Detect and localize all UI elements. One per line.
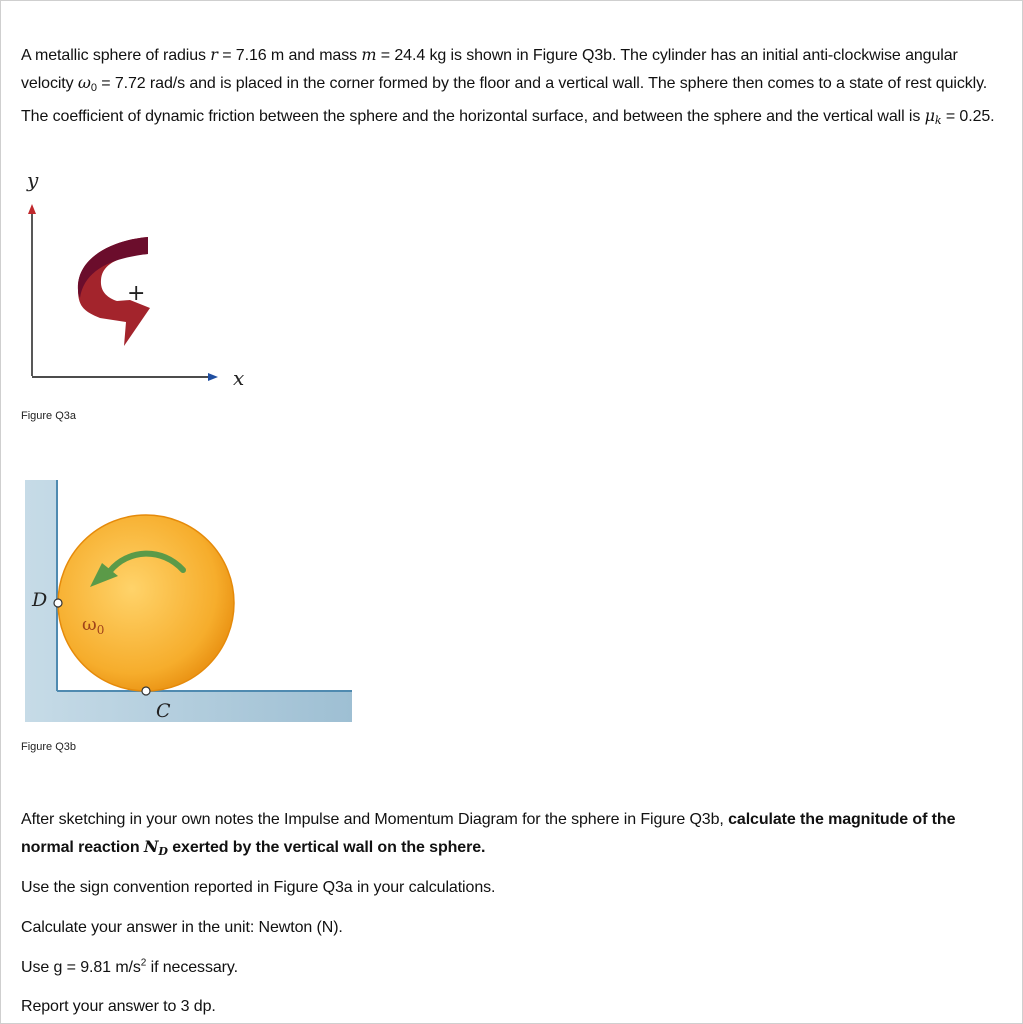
plus-sign: +	[127, 281, 146, 306]
problem-text: = 24.4 kg is shown in Figure Q3b. The cylinder has an initial anti-clockwise angular velocity	[21, 47, 958, 92]
gravity-text-end: if necessary.	[146, 959, 238, 976]
var-omega: ω	[77, 73, 91, 92]
var-normal-reaction: N	[143, 837, 159, 856]
x-axis-label: x	[233, 366, 245, 390]
y-axis-arrowhead-icon	[28, 204, 36, 214]
mu-subscript: k	[934, 114, 942, 127]
y-axis-label: y	[27, 168, 39, 192]
omega-zero-label	[82, 614, 104, 637]
contact-point-c	[142, 687, 150, 695]
sign-convention-note: Use the sign convention reported in Figure Q3a in your calculations.	[21, 879, 496, 896]
question-text: After sketching in your own notes the Impulse and Momentum Diagram for the sphere in Figure Q3b,	[21, 811, 729, 828]
question-paragraph	[21, 806, 996, 865]
normal-reaction-subscript: D	[158, 845, 168, 858]
problem-text: = 7.72 rad/s and is placed in the corner formed by the floor and a vertical wall. The sphere then comes to a state of rest quickly. The coefficient of dynamic friction between the sphere and the horizontal surface, and between the sphere and the vertical wall is	[21, 75, 988, 125]
precision-note: Report your answer to 3 dp.	[21, 998, 216, 1015]
question-bold-b: exerted by the vertical wall on the sphere.	[167, 839, 486, 856]
contact-point-d	[54, 599, 62, 607]
var-mu: μ	[924, 106, 935, 125]
gravity-exponent: 2	[140, 957, 147, 969]
figure-q3b-diagram	[20, 475, 360, 725]
omega-symbol: ω	[82, 614, 97, 635]
sphere	[58, 515, 234, 691]
unit-note: Calculate your answer in the unit: Newton (N).	[21, 919, 343, 936]
problem-text: = 7.16 m and mass	[217, 47, 362, 64]
omega-subscript: 0	[90, 82, 97, 94]
question-bold-a: calculate the magnitude of the normal reaction	[21, 811, 956, 856]
problem-statement	[21, 41, 996, 134]
problem-text: A metallic sphere of radius	[21, 47, 211, 64]
gravity-note	[21, 954, 996, 981]
var-radius: r	[210, 45, 218, 64]
gravity-text: Use g = 9.81 m/s	[21, 959, 141, 976]
label-d: D	[32, 589, 48, 611]
figure-q3a-caption: Figure Q3a	[21, 410, 77, 422]
x-axis-arrowhead-icon	[208, 373, 218, 381]
omega-label-subscript: 0	[96, 623, 105, 637]
var-mass: m	[361, 45, 377, 64]
problem-text: = 0.25.	[941, 108, 995, 125]
label-c: C	[156, 700, 171, 722]
figure-q3b-caption: Figure Q3b	[21, 741, 77, 753]
